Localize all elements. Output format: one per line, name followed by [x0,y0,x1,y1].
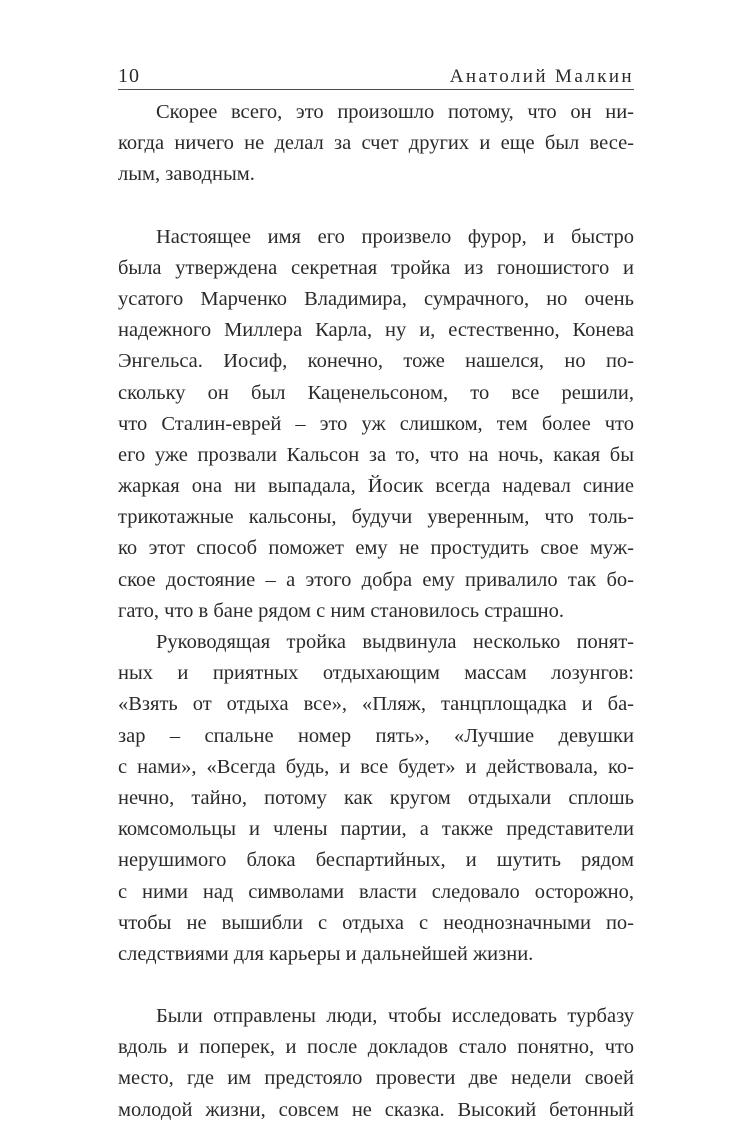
paragraph [118,97,634,191]
text-line: «Взять от отдыха все», «Пляж, танцплощадка и ба- [118,693,634,716]
text-line: ское достояние – а этого добра ему привалило так бо- [118,568,634,591]
text-line: что Сталин-еврей – это уж слишком, тем более что [118,412,634,435]
page-header [118,52,634,88]
text-line: следствиями для карьеры и дальнейшей жизни. [118,942,534,965]
text-line: зар – спальне номер пять», «Лучшие девушки [118,724,634,747]
text-line: Энгельса. Иосиф, конечно, тоже нашелся, но по- [118,350,634,373]
header-rule [118,89,634,90]
text-line: гато, что в бане рядом с ним становилось страшно. [118,599,565,622]
text-line: место, где им предстояло провести две недели своей [118,1067,634,1090]
text-line: скольку он был Каценельсоном, то все решили, [118,381,634,404]
text-line: когда ничего не делал за счет других и еще был весе- [118,132,634,155]
text-line: трикотажные кальсоны, будучи уверенным, что толь- [118,506,634,529]
paragraph-gap [118,191,634,222]
paragraph [118,1001,634,1126]
text-line: нечно, тайно, потому как кругом отдыхали сплошь [118,786,634,809]
text-line: была утверждена секретная тройка из гоношистого и [118,256,634,279]
text-line: лым, заводным. [118,163,255,186]
text-line: Настоящее имя его произвело фурор, и быстро [156,225,634,248]
text-line: Были отправлены люди, чтобы исследовать турбазу [156,1005,634,1028]
text-line: с нами», «Всегда будь, и все будет» и действовала, ко- [118,755,634,778]
text-line: жаркая она ни выпадала, Йосик всегда надевал синие [118,475,634,498]
paragraph [118,222,634,627]
paragraph-gap [118,970,634,1001]
text-line: Руководящая тройка выдвинула несколько понят- [156,631,634,653]
text-line: надежного Миллера Карла, ну и, естественно, Конева [118,319,634,342]
text-line: его уже прозвали Кальсон за то, что на ночь, какая бы [118,443,634,466]
text-line: усатого Марченко Владимира, сумрачного, но очень [118,287,634,310]
text-line: молодой жизни, совсем не сказка. Высокий бетонный [118,1098,634,1121]
text-line: нерушимого блока беспартийных, и шутить рядом [118,849,634,872]
text-line: комсомольцы и члены партии, а также представители [118,818,634,841]
text-line: чтобы не вышибли с отдыха с неоднозначными по- [118,911,634,934]
running-head-author: Анатолий Малкин [449,66,634,87]
text-line: Скорее всего, это произошло потому, что он ни- [156,101,634,123]
text-line: ных и приятных отдыхающим массам лозунгов: [118,662,634,685]
text-line: вдоль и поперек, и после докладов стало понятно, что [118,1036,634,1059]
paragraph [118,627,634,970]
text-line: с ними над символами власти следовало осторожно, [118,880,634,903]
page-number: 10 [118,65,140,87]
body-text [118,97,634,1126]
text-line: ко этот способ поможет ему не простудить свое муж- [118,537,634,560]
